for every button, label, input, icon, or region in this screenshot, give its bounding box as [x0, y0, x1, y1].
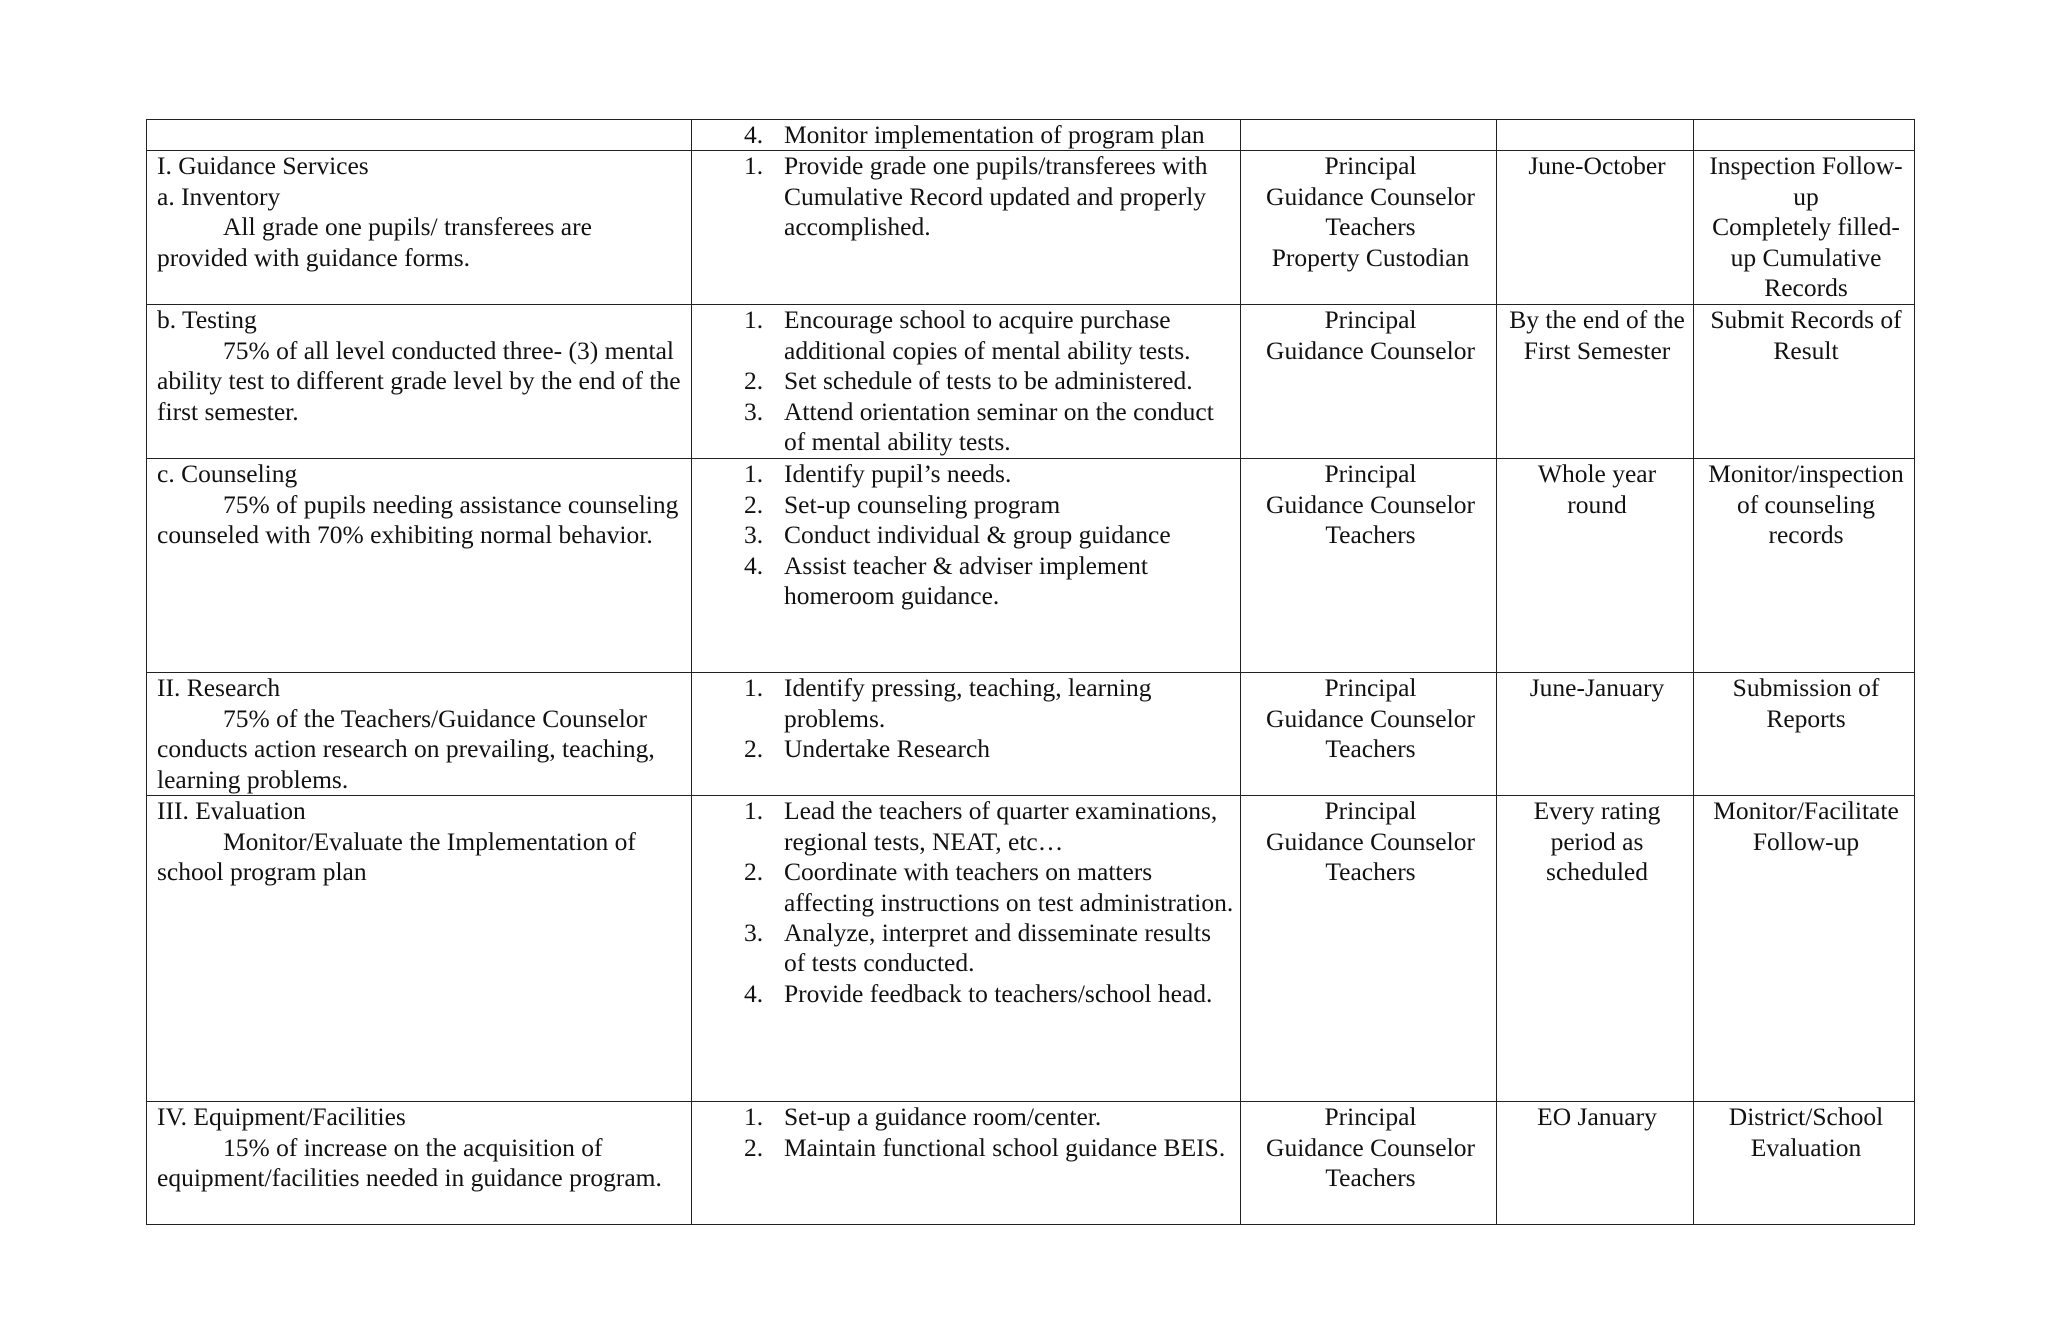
activity-text: Set-up counseling program [784, 489, 1061, 519]
activity-item [702, 1102, 1234, 1132]
activities-cell [692, 796, 1241, 1102]
persons-cell [1241, 673, 1497, 796]
activity-number: 4. [744, 978, 764, 1008]
objective-cell [147, 796, 692, 1102]
objective-text: 75% of pupils needing assistance counseling counseled with 70% exhibiting normal behavior. [157, 489, 679, 550]
objective-heading: III. Evaluation [157, 796, 306, 826]
table-row [147, 151, 1915, 305]
activity-list [702, 796, 1234, 1009]
time-frame-text: By the end of the First Semester [1509, 305, 1685, 365]
objective-heading: b. Testing [157, 305, 257, 335]
persons-cell [1241, 151, 1497, 305]
time-frame-text: June-January [1529, 673, 1665, 703]
activity-item [702, 305, 1234, 366]
activity-number: 1. [744, 1102, 764, 1132]
indicator-text: Inspection Follow-up [1709, 151, 1903, 211]
activity-text: Encourage school to acquire purchase additional copies of mental ability tests. [784, 305, 1191, 365]
activity-item [702, 551, 1234, 612]
indicators-cell [1694, 673, 1915, 796]
person-name: Guidance Counselor [1266, 1132, 1475, 1162]
activity-text: Provide feedback to teachers/school head. [784, 978, 1213, 1008]
table-row [147, 796, 1915, 1102]
activity-number: 3. [744, 396, 764, 426]
activity-text: Set schedule of tests to be administered. [784, 366, 1193, 396]
indicators-cell [1694, 459, 1915, 673]
persons-cell [1241, 796, 1497, 1102]
activity-item [702, 520, 1234, 550]
person-name: Teachers [1325, 212, 1416, 242]
activity-text: Analyze, interpret and disseminate results of tests conducted. [784, 918, 1211, 978]
activities-cell [692, 120, 1241, 151]
objective-heading: I. Guidance Services [157, 151, 369, 181]
indicator-text: Completely filled-up Cumulative Records [1712, 212, 1900, 303]
activity-number: 2. [744, 366, 764, 396]
activity-number: 4. [744, 120, 764, 149]
persons-cell [1241, 305, 1497, 459]
activity-item [702, 120, 1234, 150]
activity-text: Assist teacher & adviser implement homeroom guidance. [784, 550, 1148, 611]
person-name: Guidance Counselor [1266, 703, 1475, 733]
activity-text: Attend orientation seminar on the conduct of mental ability tests. [784, 396, 1214, 457]
activity-item [702, 151, 1234, 242]
activity-text: Conduct individual & group guidance [784, 520, 1171, 550]
person-name: Principal [1324, 151, 1417, 181]
activity-list [702, 673, 1234, 764]
activity-item [702, 918, 1234, 979]
activity-text: Maintain functional school guidance BEIS. [784, 1132, 1226, 1162]
activity-number: 1. [744, 151, 764, 181]
table-body [147, 120, 1915, 1225]
time-frame-text: Every rating period as scheduled [1533, 796, 1661, 887]
person-name: Teachers [1325, 520, 1416, 550]
objective-text: 75% of all level conducted three- (3) mental ability test to different grade level by the end of the first semester. [157, 335, 681, 426]
objective-cell [147, 1102, 692, 1225]
activity-text: Identify pressing, teaching, learning problems. [784, 673, 1152, 733]
activity-number: 1. [744, 796, 764, 826]
activity-list [702, 459, 1234, 611]
person-name: Principal [1324, 459, 1417, 489]
time-frame-cell [1497, 1102, 1694, 1225]
activity-item [702, 979, 1234, 1009]
activity-list [702, 151, 1234, 242]
person-name: Principal [1324, 305, 1417, 335]
activity-number: 3. [744, 918, 764, 948]
indicator-text: Monitor/inspection of counseling records [1708, 459, 1904, 550]
objective-cell [147, 151, 692, 305]
time-frame-cell [1497, 120, 1694, 151]
time-frame-cell [1497, 151, 1694, 305]
table-row [147, 1102, 1915, 1225]
person-name: Principal [1324, 673, 1417, 703]
activity-item [702, 673, 1234, 734]
time-frame-text: Whole year round [1537, 459, 1657, 519]
persons-cell [1241, 459, 1497, 673]
activity-number: 2. [744, 489, 764, 519]
guidance-program-table [146, 119, 1915, 1225]
person-name: Guidance Counselor [1266, 335, 1475, 365]
person-name: Guidance Counselor [1266, 181, 1475, 211]
time-frame-cell [1497, 305, 1694, 459]
activity-list [702, 120, 1234, 150]
activity-text: Identify pupil’s needs. [784, 459, 1012, 489]
persons-cell [1241, 120, 1497, 151]
objective-cell [147, 459, 692, 673]
indicators-cell [1694, 151, 1915, 305]
activity-number: 2. [744, 857, 764, 887]
activity-text: Provide grade one pupils/transferees with Cumulative Record updated and properly accomplished. [784, 151, 1208, 242]
objective-heading: IV. Equipment/Facilities [157, 1102, 406, 1132]
activity-text: Set-up a guidance room/center. [784, 1102, 1102, 1132]
objective-cell [147, 673, 692, 796]
indicators-cell [1694, 1102, 1915, 1225]
activities-cell [692, 673, 1241, 796]
objective-heading: II. Research [157, 673, 281, 703]
indicator-text: Submission of Reports [1732, 673, 1880, 733]
objective-subheading: a. Inventory [157, 181, 281, 211]
activity-number: 1. [744, 459, 764, 489]
objective-cell [147, 305, 692, 459]
indicator-text: Monitor/Facilitate Follow-up [1713, 796, 1899, 856]
indicator-text: District/School Evaluation [1728, 1102, 1884, 1162]
time-frame-text: EO January [1537, 1102, 1657, 1132]
time-frame-cell [1497, 459, 1694, 673]
objective-cell [147, 120, 692, 151]
person-name: Teachers [1325, 857, 1416, 887]
activities-cell [692, 1102, 1241, 1225]
objective-text: Monitor/Evaluate the Implementation of school program plan [157, 826, 636, 887]
activity-item [702, 796, 1234, 857]
activities-cell [692, 305, 1241, 459]
time-frame-cell [1497, 796, 1694, 1102]
indicators-cell [1694, 796, 1915, 1102]
objective-text: All grade one pupils/ transferees are provided with guidance forms. [157, 212, 592, 272]
person-name: Principal [1324, 1102, 1417, 1132]
table-row [147, 459, 1915, 673]
time-frame-text: June-October [1528, 151, 1666, 181]
activity-list [702, 1102, 1234, 1163]
activity-number: 2. [744, 1132, 764, 1162]
person-name: Guidance Counselor [1266, 826, 1475, 856]
activity-number: 3. [744, 520, 764, 550]
objective-heading: c. Counseling [157, 459, 298, 489]
activity-item [702, 397, 1234, 458]
activity-number: 4. [744, 550, 764, 580]
activity-number: 2. [744, 734, 764, 764]
indicator-text: Submit Records of Result [1710, 305, 1902, 365]
person-name: Principal [1324, 796, 1417, 826]
activity-number: 1. [744, 673, 764, 703]
activity-item [702, 490, 1234, 520]
indicators-cell [1694, 120, 1915, 151]
activity-text: Undertake Research [784, 734, 991, 764]
activity-item [702, 734, 1234, 764]
activities-cell [692, 459, 1241, 673]
activity-number: 1. [744, 305, 764, 335]
activities-cell [692, 151, 1241, 305]
activity-text: Lead the teachers of quarter examinations, regional tests, NEAT, etc… [784, 796, 1218, 856]
activity-item [702, 366, 1234, 396]
persons-cell [1241, 1102, 1497, 1225]
activity-list [702, 305, 1234, 457]
activity-item [702, 1133, 1234, 1163]
table-row [147, 673, 1915, 796]
indicators-cell [1694, 305, 1915, 459]
person-name: Guidance Counselor [1266, 489, 1475, 519]
objective-text: 15% of increase on the acquisition of equipment/facilities needed in guidance program. [157, 1132, 662, 1193]
table-row [147, 305, 1915, 459]
person-name: Teachers [1325, 1163, 1416, 1193]
person-name: Property Custodian [1271, 242, 1470, 272]
activity-text: Coordinate with teachers on matters affecting instructions on test administration. [784, 857, 1234, 917]
person-name: Teachers [1325, 734, 1416, 764]
activity-text: Monitor implementation of program plan [784, 120, 1205, 149]
table-row [147, 120, 1915, 151]
time-frame-cell [1497, 673, 1694, 796]
activity-item [702, 857, 1234, 918]
objective-text: 75% of the Teachers/Guidance Counselor conducts action research on prevailing, teaching, learning problems. [157, 703, 655, 794]
activity-item [702, 459, 1234, 489]
